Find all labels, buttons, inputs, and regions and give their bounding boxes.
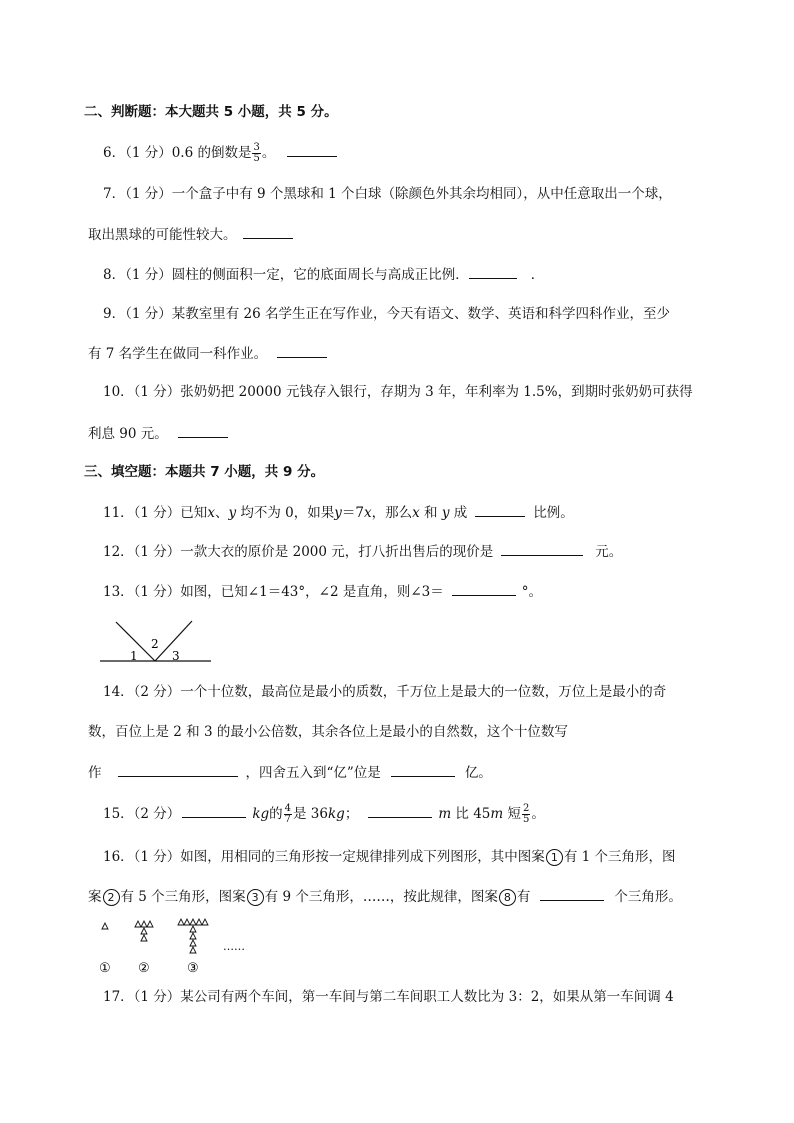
question-16-line1 (103, 847, 675, 867)
q15-fraction-2 (522, 804, 530, 825)
q6-numerator: 3 (253, 142, 260, 153)
q16-text-f: 有 (516, 889, 531, 905)
q11-text-f: 成 (449, 505, 468, 521)
question-7-line2 (88, 224, 297, 245)
q11-var-x: x (207, 505, 215, 521)
q11-text-c: 均不为 0，如果 (236, 505, 335, 521)
q15-answer-blank-2[interactable] (368, 803, 432, 818)
q11-text-d: ，那么 (371, 505, 413, 521)
q11-text-g: 比例。 (533, 505, 574, 521)
angle-label-2: 2 (151, 637, 159, 651)
q16-circled-2: 2 (103, 889, 120, 906)
q8-end: ． (530, 267, 545, 283)
q16-text-g: 个三角形。 (614, 889, 682, 905)
q9-answer-blank[interactable] (277, 343, 327, 358)
q10-text: 利息 90 元。 (88, 426, 168, 442)
question-14-line2: 数，百位上是 2 和 3 的最小公倍数，其余各位上是最小的自然数，这个十位数写 (88, 724, 568, 740)
q15-unit-kg: kg (252, 806, 270, 822)
question-15 (103, 803, 545, 825)
question-14-line3 (88, 762, 492, 783)
q13-end: °。 (521, 584, 542, 600)
pattern1-triangle (102, 923, 108, 929)
q15-semicolon: ； (344, 806, 359, 822)
question-13 (103, 581, 542, 602)
q16-text-c: 案 (88, 889, 102, 905)
q15-is: 是 36 (293, 806, 328, 822)
q16-text-d: 有 5 个三角形，图案 (120, 889, 246, 905)
q16-circled-1: 1 (546, 849, 563, 866)
q15-end: 。 (531, 806, 545, 822)
pattern3 (178, 919, 208, 953)
q6-fraction (252, 143, 260, 164)
q11-eq-mid: ＝7 (341, 505, 364, 521)
q15-short: 短 (503, 806, 522, 822)
q13-answer-blank[interactable] (452, 581, 516, 596)
q14-answer-blank-2[interactable] (391, 762, 455, 777)
q15-fraction-1 (284, 804, 292, 825)
triangle-pattern-figure (98, 912, 258, 976)
q11-text-a: 11．（1 分）已知 (103, 505, 208, 521)
q14-text-a: 作 (88, 765, 102, 781)
q11-text-b: 、 (214, 505, 229, 521)
q15-answer-blank-1[interactable] (182, 803, 246, 818)
q11-answer-blank[interactable] (475, 502, 525, 517)
question-16-line2 (88, 886, 682, 907)
q14-answer-blank-1[interactable] (118, 762, 238, 777)
q15-unit-kg2: kg (328, 806, 345, 822)
question-17-line1: 17．（1 分）某公司有两个车间，第一车间与第二车间职工人数比为 3：2，如果从第一车间调 4 (103, 989, 674, 1005)
question-9-line2 (88, 343, 331, 364)
q7-text: 取出黑球的可能性较大。 (88, 227, 237, 243)
q16-circled-8: 8 (499, 889, 516, 906)
angle-label-3: 3 (172, 649, 180, 663)
pattern-ellipsis: …… (223, 940, 245, 953)
q15-text: 15．（2 分） (103, 806, 181, 822)
question-14-line1: 14．（2 分）一个十位数，最高位是最小的质数，千万位上是最大的一位数，万位上是最小的奇 (103, 684, 667, 700)
question-7-line1: 7．（1 分）一个盒子中有 9 个黑球和 1 个白球（除颜色外其余均相同），从中任意取出一个球， (103, 186, 672, 202)
q14-text-c: 亿。 (464, 765, 492, 781)
q16-circled-3: 3 (247, 889, 264, 906)
q16-text-e: 有 9 个三角形，……，按此规律，图案 (264, 889, 498, 905)
q6-answer-blank[interactable] (287, 142, 337, 157)
q6-denominator: 5 (253, 153, 260, 164)
question-6 (103, 142, 341, 164)
q13-text: 13．（1 分）如图，已知∠1＝43°，∠2 是直角，则∠3＝ (103, 584, 444, 600)
q15-num2: 2 (523, 803, 530, 814)
question-11 (103, 502, 574, 523)
q11-text-e: 和 (419, 505, 442, 521)
section-fill-heading: 三、填空题：本题共 7 小题，共 9 分。 (84, 464, 325, 480)
q8-answer-blank[interactable] (469, 264, 517, 279)
pattern-caption-3: ③ (187, 961, 199, 976)
q14-text-b: ，四舍五入到“亿”位是 (245, 765, 381, 781)
q11-var-y: y (228, 505, 237, 521)
q12-answer-blank[interactable] (501, 541, 583, 556)
pattern-caption-1: ① (99, 961, 111, 976)
q12-end: 元。 (595, 544, 623, 560)
q15-unit-m: m (438, 806, 452, 822)
q11-var-x2: x (412, 505, 420, 521)
angle-label-1: 1 (130, 649, 138, 663)
q6-end: 。 (261, 145, 276, 161)
pattern2 (135, 921, 153, 941)
q6-text: 6．（1 分）0.6 的倒数是 (103, 145, 252, 161)
section-judge-heading: 二、判断题：本大题共 5 小题，共 5 分。 (84, 104, 338, 120)
question-10-line1: 10．（1 分）张奶奶把 20000 元钱存入银行，存期为 3 年，年利率为 1.5%，到期时张奶奶可获得 (103, 384, 693, 400)
question-8 (103, 264, 544, 285)
q8-text: 8．（1 分）圆柱的侧面积一定，它的底面周长与高成正比例． (103, 267, 469, 283)
q15-compare: 比 45 (451, 806, 491, 822)
pattern-caption-2: ② (138, 961, 150, 976)
q15-of: 的 (269, 806, 283, 822)
q11-eq-y: y (334, 505, 342, 521)
q15-den2: 5 (523, 814, 530, 825)
q16-answer-blank[interactable] (540, 886, 604, 901)
q16-text-b: 有 1 个三角形，图 (563, 849, 676, 865)
q15-unit-m2: m (490, 806, 504, 822)
angle-figure (100, 617, 214, 665)
q12-text: 12．（1 分）一款大衣的原价是 2000 元，打八折出售后的现价是 (103, 544, 494, 560)
question-10-line2 (88, 423, 232, 444)
question-12 (103, 541, 622, 562)
q10-answer-blank[interactable] (178, 423, 228, 438)
q11-var-y2: y (441, 505, 450, 521)
q15-den1: 7 (284, 814, 292, 825)
q16-text-a: 16．（1 分）如图，用相同的三角形按一定规律排列成下列图形，其中图案 (103, 849, 545, 865)
question-9-line1: 9．（1 分）某教室里有 26 名学生正在写作业，今天有语文、数学、英语和科学四科作业，至少 (103, 306, 670, 322)
q15-num1: 4 (284, 803, 292, 814)
q9-text: 有 7 名学生在做同一科作业。 (88, 346, 268, 362)
q7-answer-blank[interactable] (243, 224, 293, 239)
q11-eq-x: x (363, 505, 372, 521)
